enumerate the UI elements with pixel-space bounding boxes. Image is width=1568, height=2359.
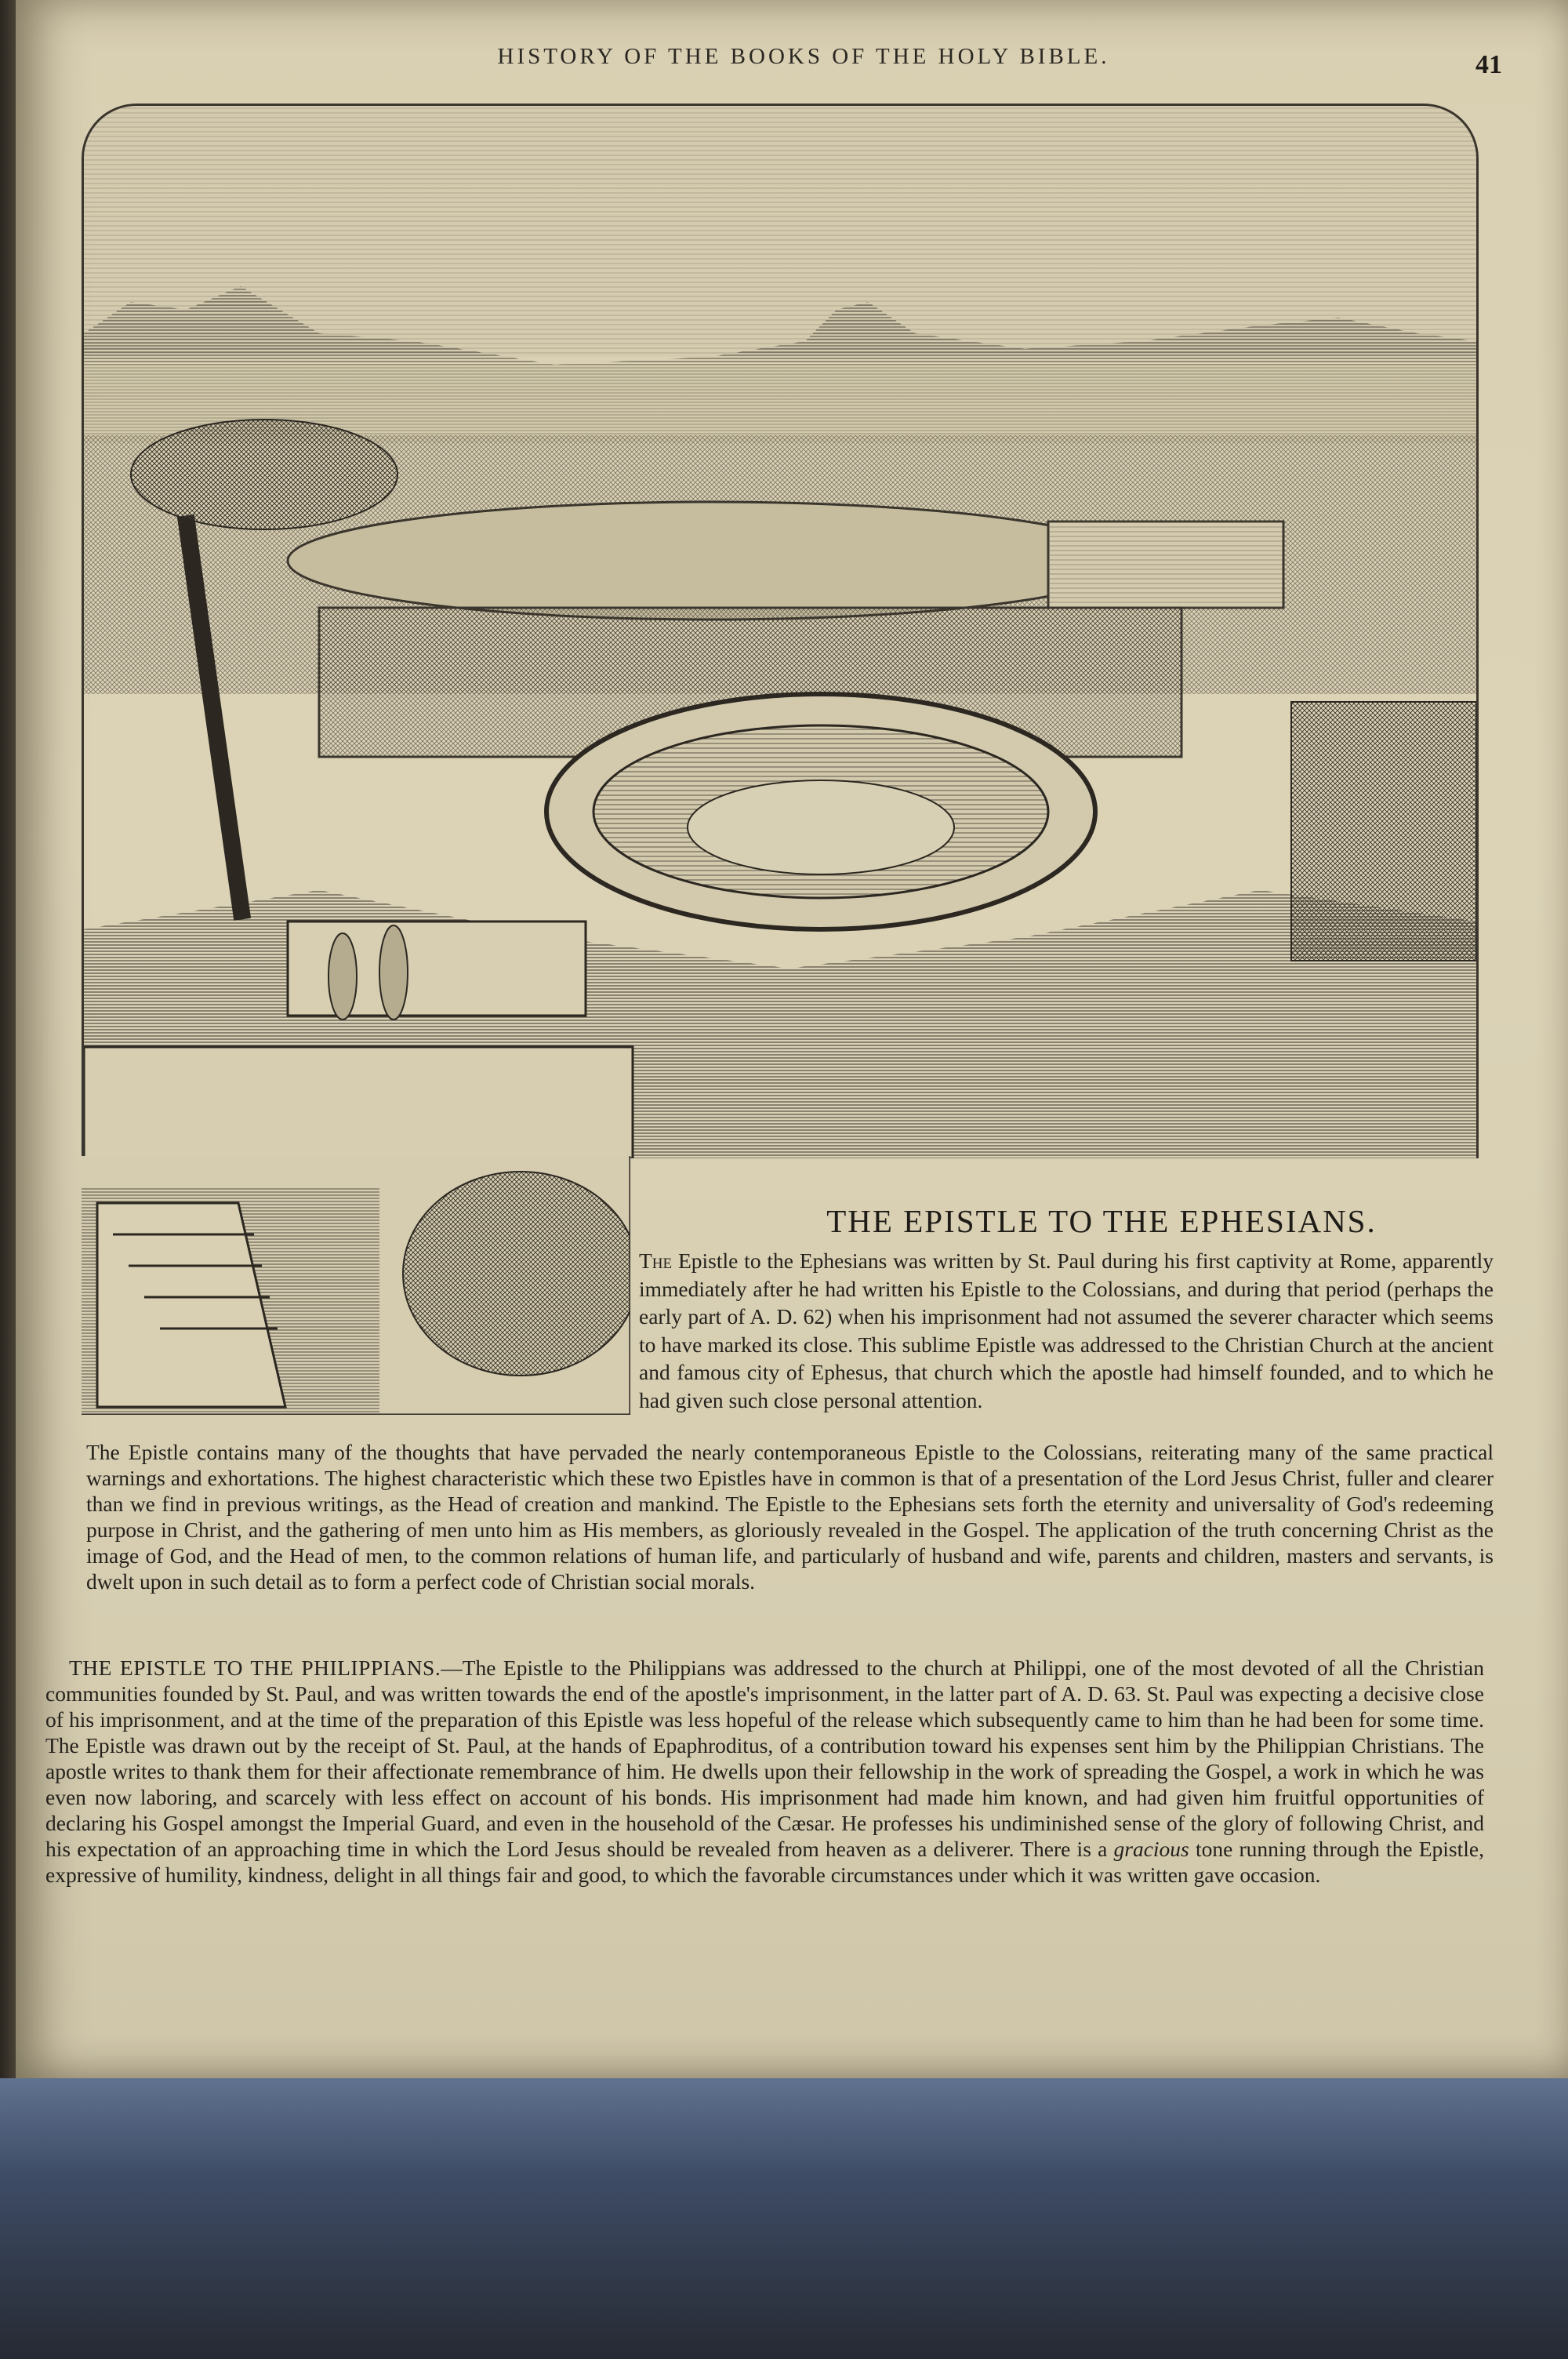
page-number: 41 <box>1475 50 1502 79</box>
paragraph-2: The Epistle contains many of the thoughts that have pervaded the nearly contemporaneous Epistle to the Colossians, reiterating many of the same practical warnings and exhortations. The highest characteristic which these two Epistles have in common is that of a presentation of the Lord Jesus Christ, fuller and clearer than we find in previous writings, as the Head of creation and mankind. The Epistle to the Ephesians sets forth the eternity and universality of God's redeeming purpose in Christ, and the gathering of men unto him as His members, as gloriously revealed in the Gospel. The application of the truth concerning Christ as the image of God, and the Head of men, to the common relations of human life, and particularly of husband and wife, parents and children, masters and servants, is dwelt upon in such detail as to form a perfect code of Christian social morals. <box>86 1440 1494 1594</box>
running-title: HISTORY OF THE BOOKS OF THE HOLY BIBLE. <box>497 44 1110 69</box>
paragraph-3 <box>45 1655 1484 1888</box>
paragraph-3-italic: gracious <box>1113 1837 1189 1861</box>
section-title: THE EPISTLE TO THE EPHESIANS. <box>826 1203 1377 1239</box>
paragraph-3-body: —The Epistle to the Philippians was addressed to the church at Philippi, one of the most devoted of all the Christian communities founded by St. Paul, and was written towards the end of the apostle's imprisonment, in the latter part of A. D. 63. St. Paul was expecting a decisive close of his imprisonment, and at the time of the preparation of this Epistle was less hopeful of the release which subsequently came to him than he had been for some time. The Epistle was drawn out by the receipt of St. Paul, at the hands of Epaphroditus, of a contribution toward his expenses sent him by the Philippian Christians. The apostle writes to thank them for their affectionate remembrance of him. He dwells upon their fellowship in the work of spreading the Gospel, a work in which he was even now laboring, and scarcely with less effect on account of his bonds. His imprisonment had made him known, and had given him fruitful opportunities of declaring his Gospel amongst the Imperial Guard, and even in the household of the Cæsar. He professes his undiminished sense of the glory of following Christ, and his expectation of an approaching time in which the Lord Jesus should be revealed from heaven as a deliverer. There is a <box>45 1656 1484 1861</box>
engraving-lower-left <box>82 1156 630 1415</box>
desk-background <box>0 2078 1568 2359</box>
engraving-image <box>84 106 1476 1158</box>
paragraph-1-lead: The <box>639 1249 673 1273</box>
philippians-heading: THE EPISTLE TO THE PHILIPPIANS. <box>69 1656 441 1680</box>
ephesus-engraving <box>82 104 1479 1158</box>
paragraph-1-body: Epistle to the Ephesians was written by St. Paul during his first captivity at Rome, apparently immediately after he had written his Epistle to the Colossians, and during that period (perhaps the early part of A. D. 62) when his imprisonment had not assumed the severer character which seems to have marked its close. This sublime Epistle was addressed to the Christian Church at the ancient and famous city of Ephesus, that church which the apostle had himself founded, and to which he had given such close personal attention. <box>639 1249 1494 1412</box>
paragraph-1 <box>639 1247 1494 1414</box>
paragraph-3-tail: tone running through the Epistle, expressive of humility, kindness, delight in all things fair and good, to which the favorable circumstances under which it was written gave occasion. <box>45 1837 1484 1887</box>
